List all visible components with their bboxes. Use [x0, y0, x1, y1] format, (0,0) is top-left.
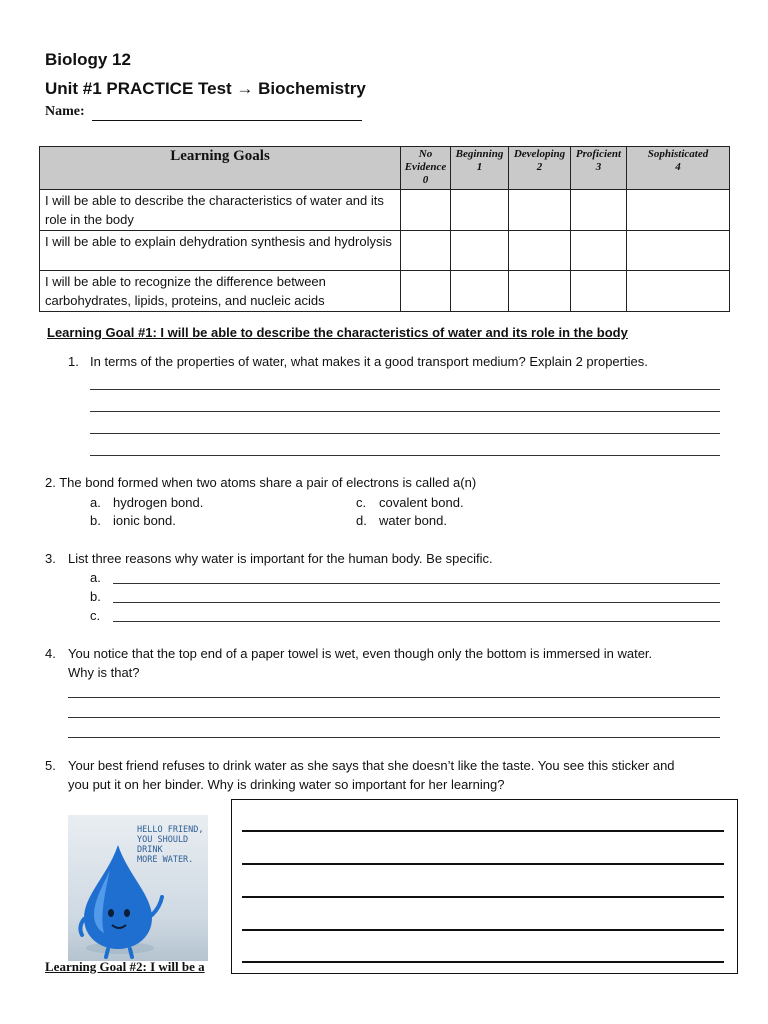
option-c-letter: c. — [356, 495, 367, 510]
column-header-proficient: Proficient 3 — [571, 147, 627, 190]
table-header-row — [40, 147, 730, 190]
rating-cell[interactable] — [401, 271, 451, 312]
column-header-beginning: Beginning 1 — [451, 147, 509, 190]
goal-cell: I will be able to explain dehydration synthesis and hydrolysis — [40, 231, 401, 271]
question-1-text: In terms of the properties of water, what makes it a good transport medium? Explain 2 properties. — [90, 354, 648, 369]
rating-cell[interactable] — [509, 190, 571, 231]
answer-line[interactable] — [113, 583, 720, 584]
option-d-letter: d. — [356, 513, 367, 528]
answer-line[interactable] — [113, 602, 720, 603]
answer-line[interactable] — [242, 896, 724, 898]
answer-line[interactable] — [242, 961, 724, 963]
rating-cell[interactable] — [451, 190, 509, 231]
rating-cell[interactable] — [627, 190, 730, 231]
option-d-text[interactable]: water bond. — [379, 513, 447, 528]
answer-line[interactable] — [68, 717, 720, 718]
question-1-number: 1. — [68, 354, 79, 369]
column-header-developing: Developing 2 — [509, 147, 571, 190]
rating-cell[interactable] — [401, 231, 451, 271]
rating-cell[interactable] — [451, 231, 509, 271]
option-b-letter: b. — [90, 513, 101, 528]
option-a-text[interactable]: hydrogen bond. — [113, 495, 204, 510]
question-5-number: 5. — [45, 758, 56, 773]
answer-line[interactable] — [242, 863, 724, 865]
answer-line[interactable] — [90, 389, 720, 390]
water-drop-sticker-image — [68, 815, 208, 961]
rating-cell[interactable] — [571, 190, 627, 231]
answer-line[interactable] — [90, 455, 720, 456]
unit-title: Unit #1 PRACTICE Test → Biochemistry — [45, 79, 366, 98]
column-header-sophisticated: Sophisticated 4 — [627, 147, 730, 190]
table-row — [40, 231, 730, 271]
blank-a-letter: a. — [90, 570, 101, 585]
blank-b-letter: b. — [90, 589, 101, 604]
rating-cell[interactable] — [509, 231, 571, 271]
rating-cell[interactable] — [627, 271, 730, 312]
rating-cell[interactable] — [401, 190, 451, 231]
rating-cell[interactable] — [509, 271, 571, 312]
water-drop-icon — [68, 815, 208, 961]
goal-cell: I will be able to describe the characteristics of water and its role in the body — [40, 190, 401, 231]
option-a-letter: a. — [90, 495, 101, 510]
question-4-line-2: Why is that? — [68, 665, 140, 680]
goal-cell: I will be able to recognize the difference between carbohydrates, lipids, proteins, and nucleic acids — [40, 271, 401, 312]
rating-cell[interactable] — [571, 231, 627, 271]
sticker-caption: HELLO FRIEND, YOU SHOULD DRINK MORE WATER. — [137, 825, 204, 865]
answer-line[interactable] — [68, 737, 720, 738]
question-5-line-2: you put it on her binder. Why is drinking water so important for her learning? — [68, 777, 505, 792]
question-3-number: 3. — [45, 551, 56, 566]
column-header-learning-goals: Learning Goals — [40, 147, 401, 190]
rating-cell[interactable] — [451, 271, 509, 312]
course-title: Biology 12 — [45, 50, 131, 69]
option-c-text[interactable]: covalent bond. — [379, 495, 464, 510]
answer-line[interactable] — [242, 830, 724, 832]
learning-goals-table — [39, 146, 730, 312]
answer-line[interactable] — [90, 411, 720, 412]
question-5-answer-box[interactable] — [231, 799, 738, 974]
rating-cell[interactable] — [627, 231, 730, 271]
question-4-number: 4. — [45, 646, 56, 661]
name-label: Name: — [45, 104, 85, 119]
question-3-text: List three reasons why water is important for the human body. Be specific. — [68, 551, 493, 566]
question-2-text: 2. The bond formed when two atoms share a pair of electrons is called a(n) — [45, 475, 477, 490]
name-field-line[interactable] — [92, 120, 362, 121]
question-5-line-1: Your best friend refuses to drink water as she says that she doesn’t like the taste. You see this sticker and — [68, 758, 675, 773]
learning-goal-1-heading: Learning Goal #1: I will be able to describe the characteristics of water and its role in the body — [47, 325, 628, 340]
table-row — [40, 190, 730, 231]
answer-line[interactable] — [113, 621, 720, 622]
question-4-line-1: You notice that the top end of a paper towel is wet, even though only the bottom is immersed in water. — [68, 646, 653, 661]
option-b-text[interactable]: ionic bond. — [113, 513, 176, 528]
table-row — [40, 271, 730, 312]
rating-cell[interactable] — [571, 271, 627, 312]
answer-line[interactable] — [90, 433, 720, 434]
answer-line[interactable] — [242, 929, 724, 931]
learning-goal-2-heading: Learning Goal #2: I will be a — [45, 959, 205, 974]
column-header-no-evidence: No Evidence 0 — [401, 147, 451, 190]
blank-c-letter: c. — [90, 608, 101, 623]
answer-line[interactable] — [68, 697, 720, 698]
